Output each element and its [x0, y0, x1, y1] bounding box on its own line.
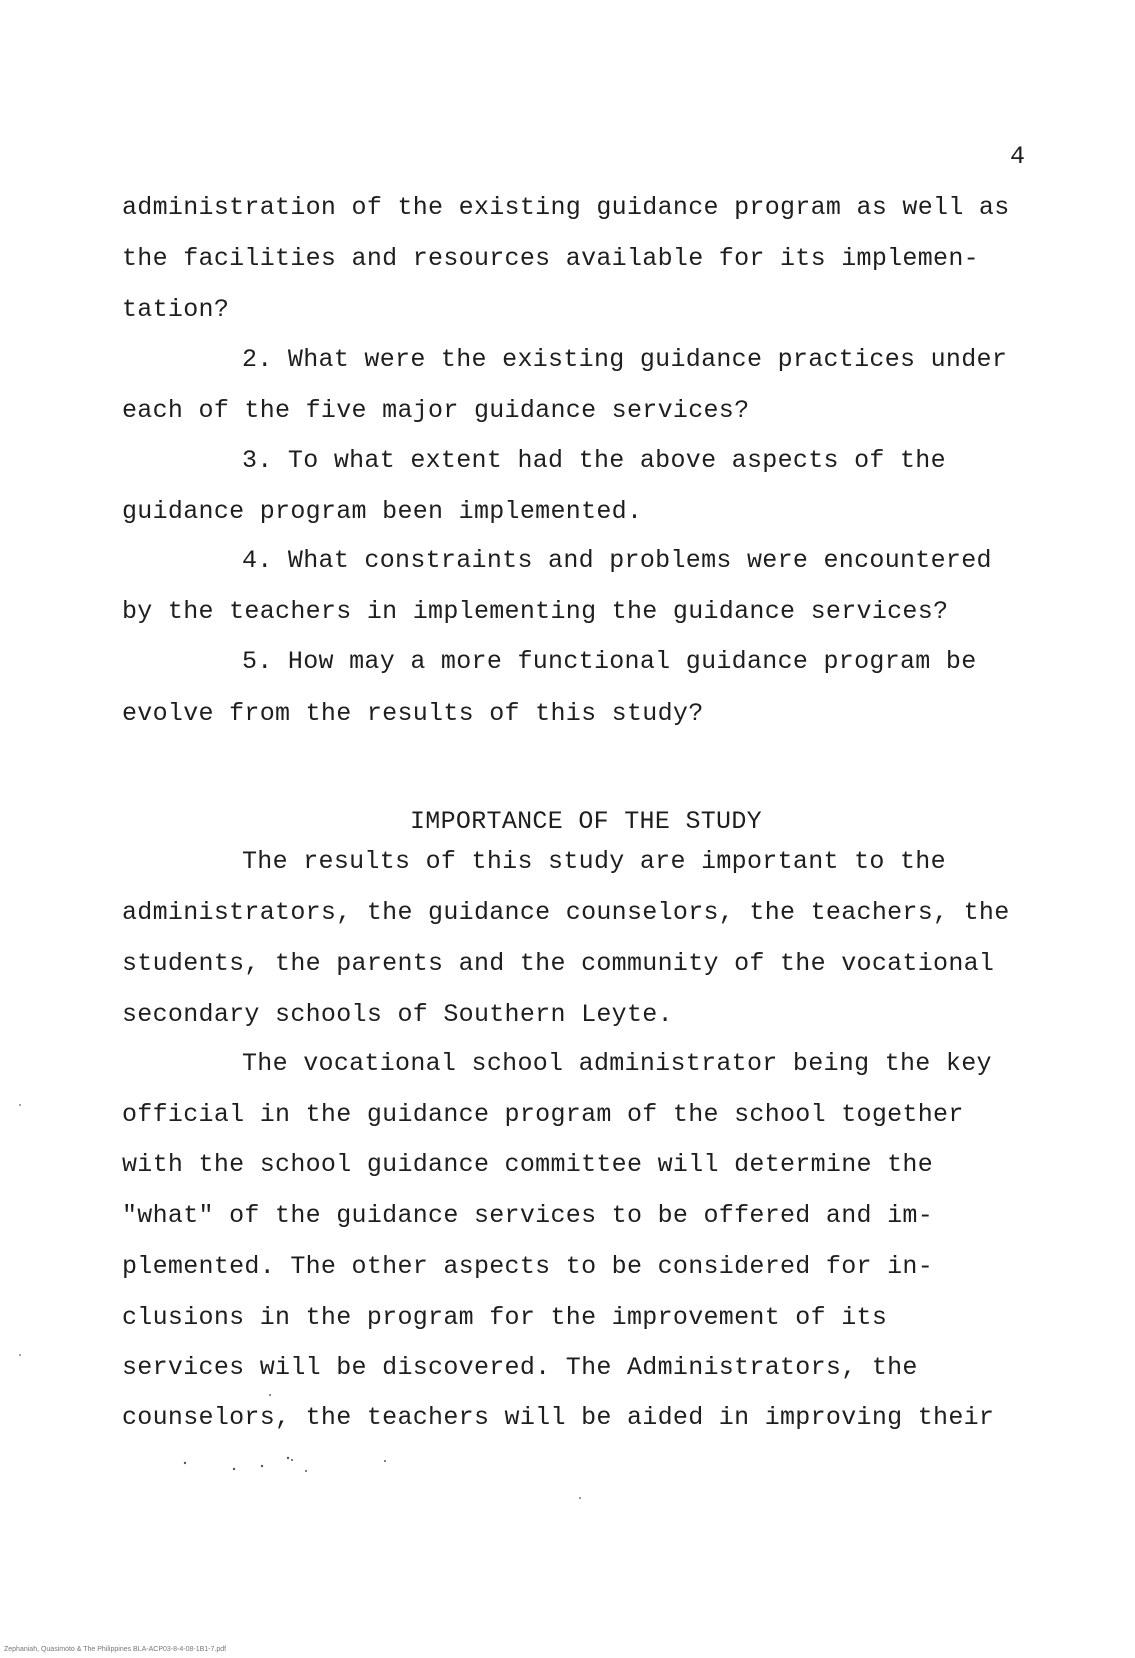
- body-line: the facilities and resources available for its implemen-: [122, 244, 979, 273]
- paragraph-start: The vocational school administrator being the key: [242, 1049, 992, 1078]
- body-line: students, the parents and the community of the vocational: [122, 949, 995, 978]
- body-line: secondary schools of Southern Leyte.: [122, 1000, 673, 1029]
- list-item-3: 3. To what extent had the above aspects of the: [242, 446, 946, 475]
- body-line: evolve from the results of this study?: [122, 699, 704, 728]
- footer-scan-info: Zephaniah, Quasimoto & The Philippines BLA-ACP03-8-4-08-1B1-7.pdf: [4, 1646, 227, 1653]
- page-number: 4: [1010, 142, 1026, 171]
- body-line: counselors, the teachers will be aided in improving their: [122, 1403, 995, 1432]
- body-line: clusions in the program for the improvement of its: [122, 1303, 888, 1332]
- body-line: each of the five major guidance services?: [122, 396, 750, 425]
- body-line: by the teachers in implementing the guidance services?: [122, 597, 949, 626]
- body-line: services will be discovered. The Administrators, the: [122, 1353, 918, 1382]
- body-line: plemented. The other aspects to be considered for in-: [122, 1252, 934, 1281]
- list-item-4: 4. What constraints and problems were encountered: [242, 546, 992, 575]
- body-line: administration of the existing guidance program as well as: [122, 193, 1010, 222]
- body-line: administrators, the guidance counselors, the teachers, the: [122, 898, 1010, 927]
- list-item-2: 2. What were the existing guidance practices under: [242, 345, 1008, 374]
- paragraph-start: The results of this study are important to the: [242, 847, 946, 876]
- body-line: with the school guidance committee will determine the: [122, 1150, 934, 1179]
- body-line: official in the guidance program of the school together: [122, 1100, 964, 1129]
- section-heading: IMPORTANCE OF THE STUDY: [410, 807, 762, 836]
- body-line: "what" of the guidance services to be offered and im-: [122, 1201, 934, 1230]
- body-line: tation?: [122, 295, 230, 324]
- body-line: guidance program been implemented.: [122, 497, 643, 526]
- list-item-5: 5. How may a more functional guidance program be: [242, 647, 977, 676]
